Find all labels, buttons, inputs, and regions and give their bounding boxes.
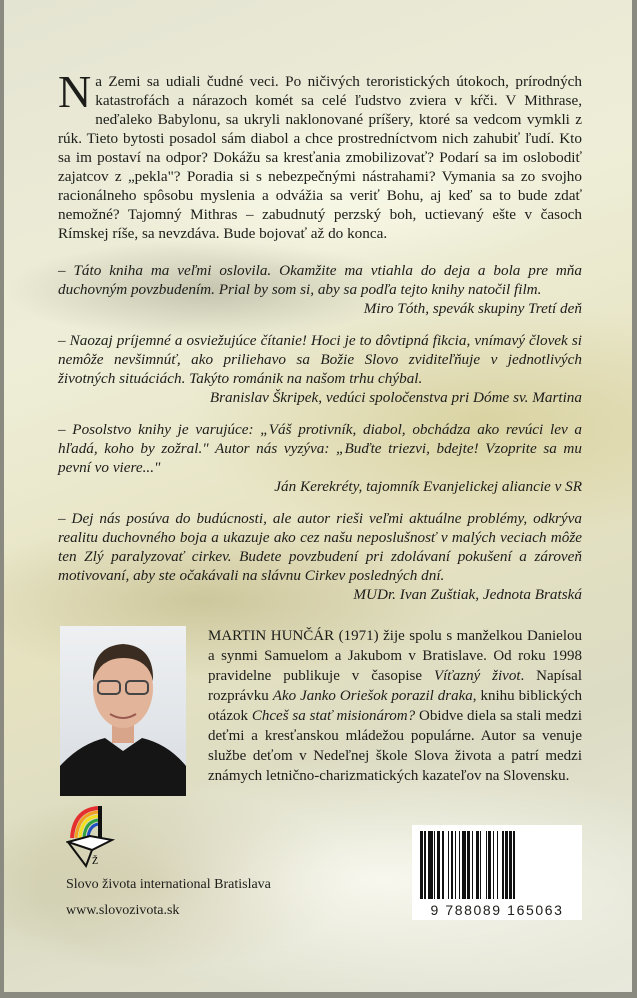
quote-text: – Táto kniha ma veľmi oslovila. Okamžite ma vtiahla do deja a bola pre mňa duchovným povzbudením. Prial by som si, aby sa podľa tejto knihy natočil film. (58, 262, 582, 298)
bio-text: . Napísal rozprávku (208, 668, 582, 704)
quote-author: Ján Kerekréty, tajomník Evanjelickej aliancie v SR (274, 478, 582, 495)
book-title: Chceš sa stať misionárom? (251, 708, 416, 724)
review-quote (58, 331, 582, 407)
publisher-name: Slovo života international Bratislava (66, 877, 271, 892)
drop-cap: N (58, 66, 92, 117)
review-quote (58, 261, 582, 318)
bio-text: , knihu biblických otázok (208, 688, 582, 724)
synopsis (58, 66, 582, 243)
bio-text: Obidve diela sa stali medzi deťmi a kresťanskou mládežou populárne. Autor sa venuje službe deťom v Nedeľnej škole Slova života a patrí medzi známych letnično-charizmatických kazateľov na Slovensku. (208, 708, 583, 784)
publisher-logo-icon (66, 806, 118, 868)
quote-text: – Naozaj príjemné a osviežujúce čítanie! Hoci je to dôvtipná fikcia, vnímavý človek si nemôže nevšimnúť, ako priliehavo sa Božie Slovo zviditeľňuje v jednotlivých životných situáciách. Takýto románik na našom trhu chýbal. (58, 332, 582, 387)
synopsis-text: a Zemi sa udiali čudné veci. Po ničivých teroristických útokoch, prírodných katastrofách a nárazoch komét sa celé ľudstvo zviera v kŕči. V Mithrase, neďaleko Babylonu, sa ukryli naklonované príšery, ktoré sa vedcom vymkli z rúk. Tieto bytosti posadol sám diabol a chce prostredníctvom nich zahubiť ľudí. Kto sa im postaví na odpor? Dokážu sa kresťania zmobilizovať? Podarí sa im oslobodiť zajatcov z „pekla"? Poradia si s nebezpečnými nástrahami? Vymania sa zo svojho racionálneho spôsobu myslenia a odvážia sa veriť Bohu, aj keď sa to bude zdať nemožné? Tajomný Mithras – zabudnutý perzský boh, uctievaný ešte v časoch Rímskej ríše, sa nevzdáva. Bude bojovať až do konca. (58, 73, 582, 242)
quote-author: Branislav Škripek, vedúci spoločenstva pri Dóme sv. Martina (209, 389, 582, 406)
svg-text:Ž: Ž (92, 856, 99, 867)
footer-section (58, 806, 582, 920)
review-quote (58, 420, 582, 496)
isbn-barcode (412, 825, 582, 920)
publisher-block (58, 806, 271, 920)
author-bio (208, 626, 582, 786)
publisher-url: www.slovozivota.sk (66, 903, 180, 918)
author-photo (60, 626, 186, 796)
quote-text: – Dej nás posúva do budúcnosti, ale autor rieši veľmi aktuálne problémy, odkrýva realitu duchovného boja a ukazuje ako cez našu neposlušnosť v malých veciach môže ten Zlý paralyzovať cirkev. Budete povzbudení pri zdolávaní pokušení a zároveň motivovaní, aby ste očakávali na slávnu Cirkev posledných dní. (58, 510, 582, 584)
author-section (58, 626, 582, 796)
barcode-bar (513, 831, 514, 899)
barcode-number: 9 788089 165063 (430, 902, 564, 918)
review-quote (58, 509, 582, 604)
quote-text: – Posolstvo knihy je varujúce: „Váš protivník, diabol, obchádza ako revúci lev a hľadá, koho by zožral." Autor nás vyzýva: „Buďte triezvi, bdejte! Vzoprite sa mu pevní vo viere..." (58, 421, 582, 476)
magazine-title: Víťazný život (433, 668, 521, 684)
book-back-cover (4, 0, 632, 992)
book-title: Ako Janko Oriešok porazil draka (272, 688, 473, 704)
quote-author: Miro Tóth, spevák skupiny Tretí deň (363, 300, 582, 317)
barcode-bars (420, 831, 576, 899)
quote-author: MUDr. Ivan Zuštiak, Jednota Bratská (353, 586, 582, 603)
bio-text: MARTIN HUNČÁR (1971) žije spolu s manželkou Danielou a synmi Samuelom a Jakubom v Bratislave. Od roku 1998 pravidelne publikuje v časopise (208, 628, 582, 684)
